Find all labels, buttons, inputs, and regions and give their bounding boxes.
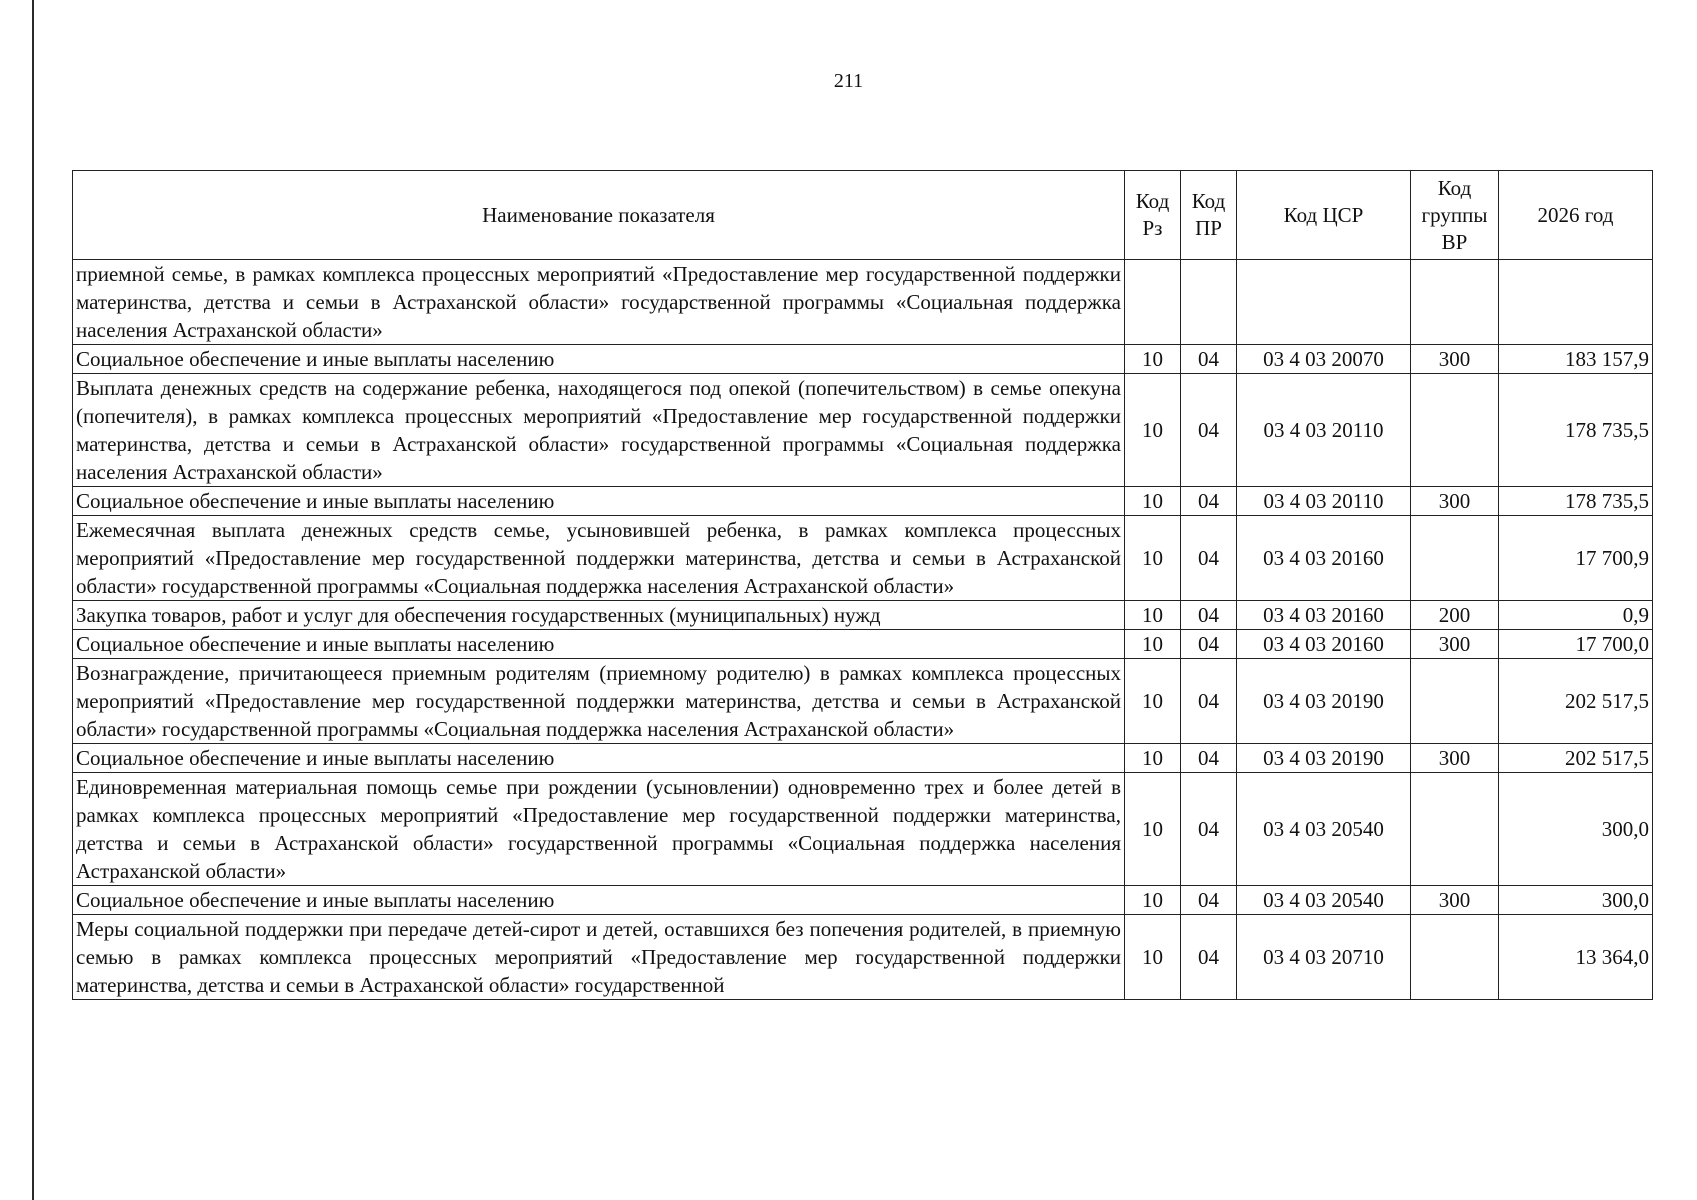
table-row — [73, 744, 1653, 773]
cell-rz — [1125, 260, 1181, 345]
table-row — [73, 260, 1653, 345]
page-number: 211 — [833, 70, 864, 92]
cell-value: 17 700,9 — [1499, 516, 1653, 601]
cell-rz: 10 — [1125, 516, 1181, 601]
table-row — [73, 487, 1653, 516]
cell-rz: 10 — [1125, 374, 1181, 487]
table-row — [73, 915, 1653, 1000]
cell-vr: 300 — [1411, 487, 1499, 516]
header-year: 2026 год — [1499, 171, 1653, 260]
cell-pr: 04 — [1181, 659, 1237, 744]
cell-name: Закупка товаров, работ и услуг для обеспечения государственных (муниципальных) нужд — [73, 601, 1125, 630]
page-binding-line — [32, 0, 34, 1200]
cell-rz: 10 — [1125, 886, 1181, 915]
cell-pr: 04 — [1181, 516, 1237, 601]
cell-name: Единовременная материальная помощь семье при рождении (усыновлении) одновременно трех и более детей в рамках комплекса процессных мероприятий «Предоставление мер государственной поддержки материнства, детства и семьи в Астраханской области» государственной программы «Социальная поддержка населения Астраханской области» — [73, 773, 1125, 886]
cell-name: Социальное обеспечение и иные выплаты населению — [73, 744, 1125, 773]
cell-pr: 04 — [1181, 773, 1237, 886]
cell-csr: 03 4 03 20160 — [1237, 601, 1411, 630]
cell-csr: 03 4 03 20540 — [1237, 886, 1411, 915]
table-row — [73, 630, 1653, 659]
cell-csr: 03 4 03 20160 — [1237, 516, 1411, 601]
cell-pr: 04 — [1181, 374, 1237, 487]
cell-value: 0,9 — [1499, 601, 1653, 630]
cell-vr: 300 — [1411, 345, 1499, 374]
cell-csr: 03 4 03 20190 — [1237, 744, 1411, 773]
cell-name: Выплата денежных средств на содержание ребенка, находящегося под опекой (попечительством) в семье опекуна (попечителя), в рамках комплекса процессных мероприятий «Предоставление мер государственной поддержки материнства, детства и семьи в Астраханской области» государственной программы «Социальная поддержка населения Астраханской области» — [73, 374, 1125, 487]
cell-rz: 10 — [1125, 345, 1181, 374]
cell-rz: 10 — [1125, 773, 1181, 886]
cell-csr: 03 4 03 20110 — [1237, 374, 1411, 487]
cell-value: 13 364,0 — [1499, 915, 1653, 1000]
cell-value: 17 700,0 — [1499, 630, 1653, 659]
cell-vr: 300 — [1411, 744, 1499, 773]
cell-pr: 04 — [1181, 487, 1237, 516]
cell-name: Социальное обеспечение и иные выплаты населению — [73, 487, 1125, 516]
cell-value: 183 157,9 — [1499, 345, 1653, 374]
table-row — [73, 345, 1653, 374]
header-csr: Код ЦСР — [1237, 171, 1411, 260]
cell-vr: 300 — [1411, 886, 1499, 915]
cell-pr: 04 — [1181, 345, 1237, 374]
table-body — [73, 260, 1653, 1000]
cell-value: 178 735,5 — [1499, 374, 1653, 487]
cell-vr — [1411, 516, 1499, 601]
header-name: Наименование показателя — [73, 171, 1125, 260]
cell-vr — [1411, 659, 1499, 744]
cell-name: Вознаграждение, причитающееся приемным родителям (приемному родителю) в рамках комплекса процессных мероприятий «Предоставление мер государственной поддержки материнства, детства и семьи в Астраханской области» государственной программы «Социальная поддержка населения Астраханской области» — [73, 659, 1125, 744]
cell-rz: 10 — [1125, 744, 1181, 773]
table-row — [73, 601, 1653, 630]
cell-pr: 04 — [1181, 744, 1237, 773]
cell-value: 202 517,5 — [1499, 744, 1653, 773]
cell-value: 300,0 — [1499, 773, 1653, 886]
cell-value: 178 735,5 — [1499, 487, 1653, 516]
cell-value: 300,0 — [1499, 886, 1653, 915]
cell-name: Социальное обеспечение и иные выплаты населению — [73, 630, 1125, 659]
cell-name: приемной семье, в рамках комплекса процессных мероприятий «Предоставление мер государственной поддержки материнства, детства и семьи в Астраханской области» государственной программы «Социальная поддержка населения Астраханской области» — [73, 260, 1125, 345]
cell-pr: 04 — [1181, 886, 1237, 915]
cell-csr: 03 4 03 20710 — [1237, 915, 1411, 1000]
cell-vr — [1411, 915, 1499, 1000]
header-pr: Код ПР — [1181, 171, 1237, 260]
header-vr: Код группы ВР — [1411, 171, 1499, 260]
cell-rz: 10 — [1125, 601, 1181, 630]
cell-csr: 03 4 03 20190 — [1237, 659, 1411, 744]
cell-csr: 03 4 03 20160 — [1237, 630, 1411, 659]
table-row — [73, 773, 1653, 886]
cell-vr — [1411, 260, 1499, 345]
header-rz: Код Рз — [1125, 171, 1181, 260]
cell-csr: 03 4 03 20070 — [1237, 345, 1411, 374]
table-row — [73, 516, 1653, 601]
cell-pr: 04 — [1181, 915, 1237, 1000]
cell-name: Ежемесячная выплата денежных средств семье, усыновившей ребенка, в рамках комплекса процессных мероприятий «Предоставление мер государственной поддержки материнства, детства и семьи в Астраханской области» государственной программы «Социальная поддержка населения Астраханской области» — [73, 516, 1125, 601]
cell-rz: 10 — [1125, 487, 1181, 516]
table-header-row — [73, 171, 1653, 260]
cell-csr — [1237, 260, 1411, 345]
cell-pr: 04 — [1181, 630, 1237, 659]
cell-name: Социальное обеспечение и иные выплаты населению — [73, 345, 1125, 374]
cell-csr: 03 4 03 20540 — [1237, 773, 1411, 886]
cell-vr — [1411, 374, 1499, 487]
cell-name: Меры социальной поддержки при передаче детей-сирот и детей, оставшихся без попечения родителей, в приемную семью в рамках комплекса процессных мероприятий «Предоставление мер государственной поддержки материнства, детства и семьи в Астраханской области» государственной — [73, 915, 1125, 1000]
cell-pr — [1181, 260, 1237, 345]
cell-vr — [1411, 773, 1499, 886]
cell-rz: 10 — [1125, 659, 1181, 744]
cell-value — [1499, 260, 1653, 345]
cell-vr: 200 — [1411, 601, 1499, 630]
cell-pr: 04 — [1181, 601, 1237, 630]
cell-value: 202 517,5 — [1499, 659, 1653, 744]
cell-rz: 10 — [1125, 915, 1181, 1000]
cell-rz: 10 — [1125, 630, 1181, 659]
cell-name: Социальное обеспечение и иные выплаты населению — [73, 886, 1125, 915]
cell-vr: 300 — [1411, 630, 1499, 659]
cell-csr: 03 4 03 20110 — [1237, 487, 1411, 516]
budget-table — [72, 170, 1653, 1000]
table-row — [73, 886, 1653, 915]
table-row — [73, 374, 1653, 487]
table-row — [73, 659, 1653, 744]
